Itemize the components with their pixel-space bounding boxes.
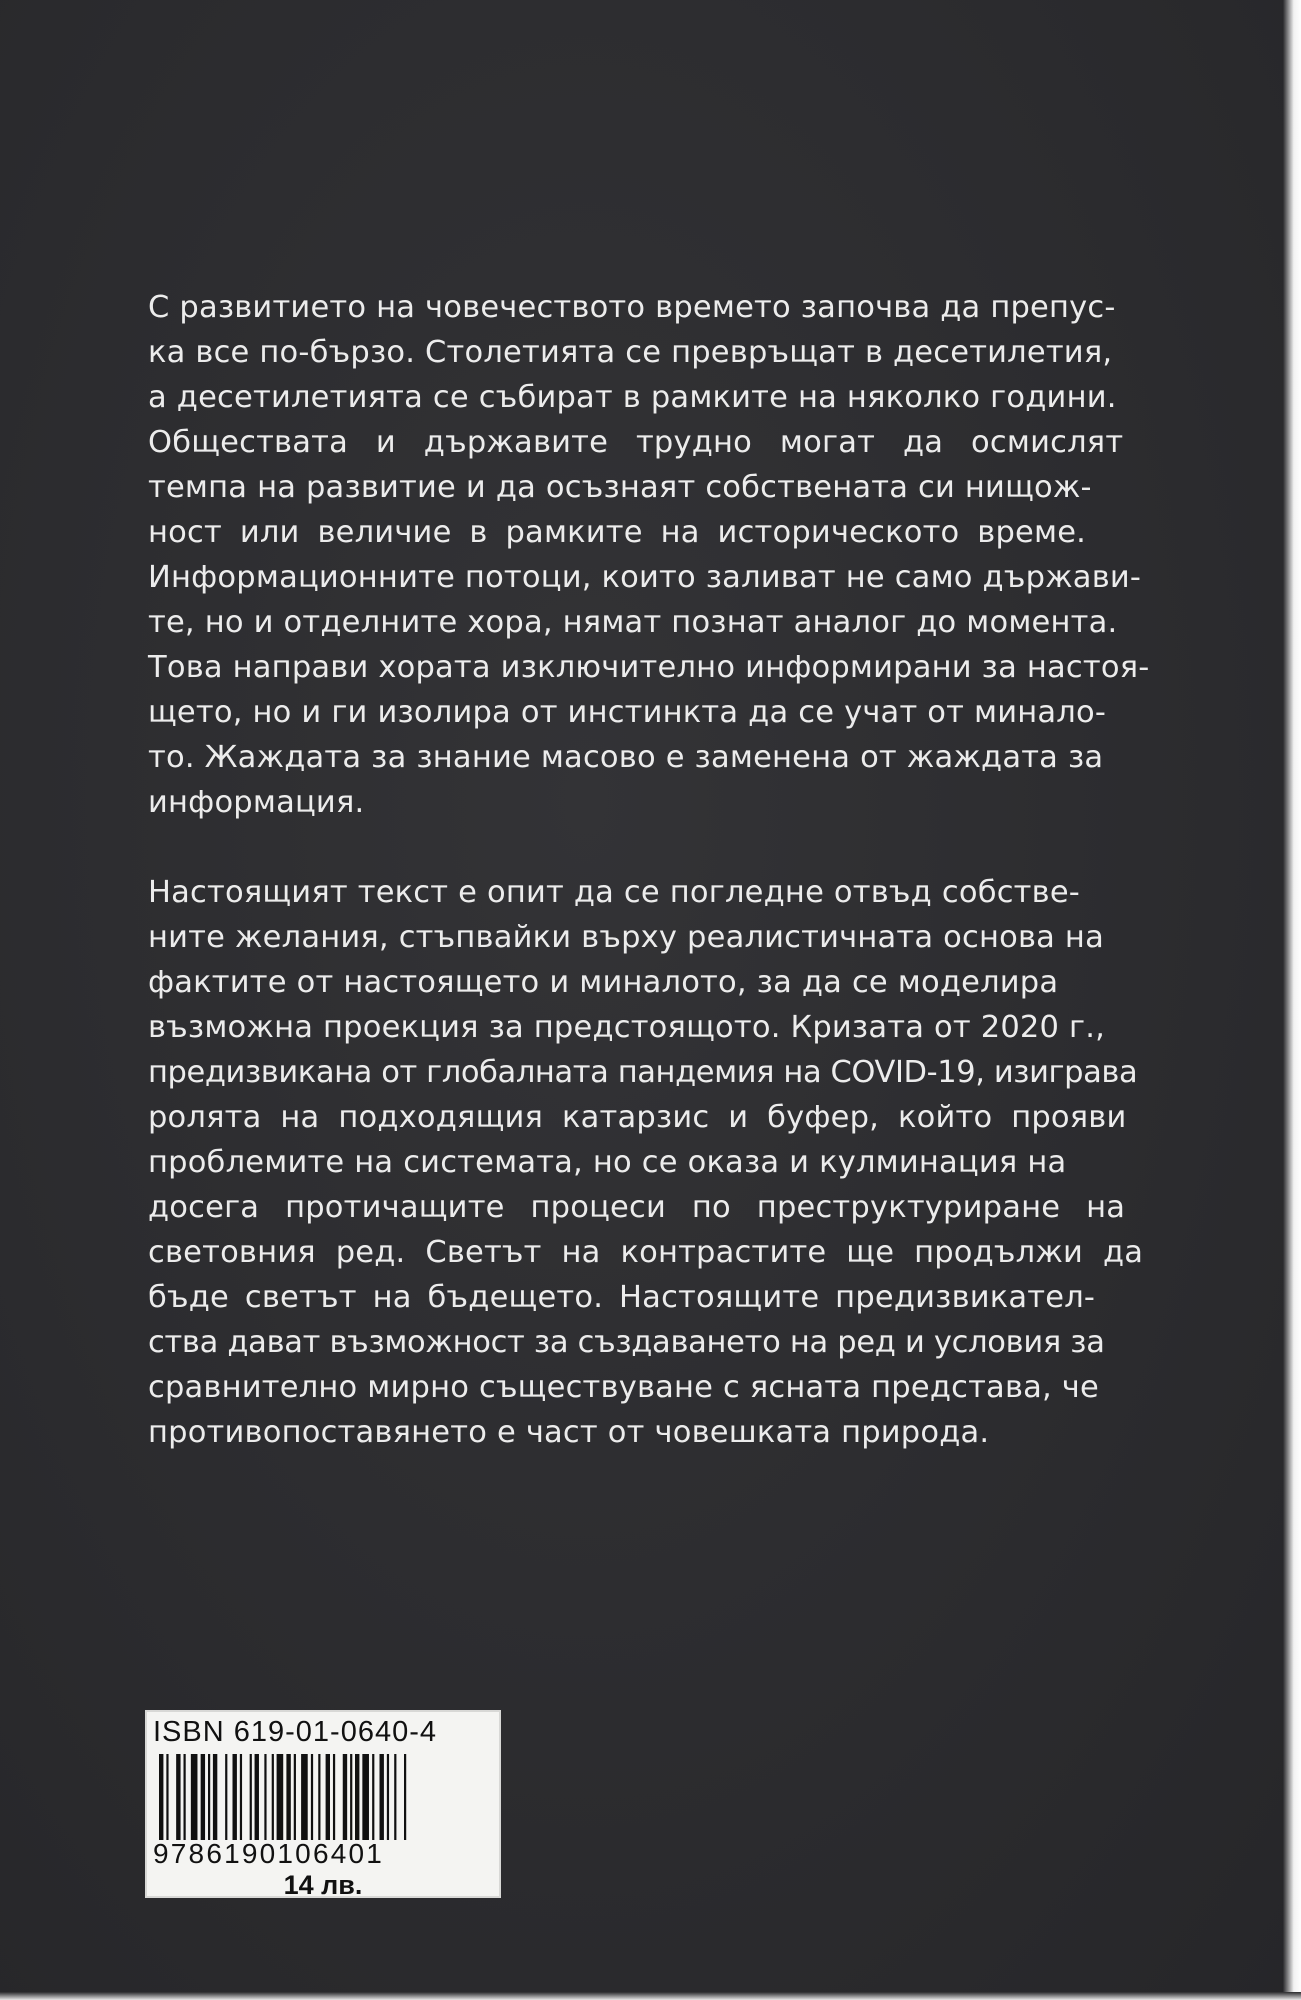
text-line: информация. (148, 785, 365, 820)
page-edge-right (1283, 0, 1301, 2000)
barcode-bar (355, 1754, 359, 1840)
text-line: ните желания, стъпвайки върху реалистичната основа на (148, 920, 1104, 955)
barcode-bar (233, 1754, 237, 1840)
text-line: предизвикана от глобалната пандемия на COVID-19, изиграва (148, 1055, 1138, 1090)
barcode-bar (326, 1754, 330, 1840)
text-line: фактите от настоящето и миналото, за да се моделира (148, 965, 1059, 1000)
text-line: противопоставянето е част от човешката природа. (148, 1415, 990, 1450)
barcode-bar (372, 1754, 374, 1840)
barcode-bar (264, 1754, 266, 1840)
text-line: проблемите на системата, но се оказа и кулминация на (148, 1145, 1067, 1180)
barcode-bar (286, 1754, 290, 1840)
barcode-bar (318, 1754, 320, 1840)
barcode-bar (362, 1754, 369, 1840)
text-line: Това направи хората изключително информирани за настоя- (148, 650, 1150, 685)
text-line: възможна проекция за предстоящото. Кризата от 2020 г., (148, 1010, 1106, 1045)
barcode-sticker (145, 1710, 501, 1898)
text-line: ка все по-бързо. Столетията се превръщат в десетилетия, (148, 335, 1113, 370)
barcode-bar (394, 1754, 396, 1840)
barcode-bar (333, 1754, 335, 1840)
text-line: С развитието на човечеството времето започва да препус- (148, 290, 1116, 325)
blurb-paragraph-2 (148, 870, 1178, 1455)
text-line: Настоящият текст е опит да се погледне отвъд собстве- (148, 875, 1080, 910)
barcode-bar (191, 1754, 198, 1840)
text-line: те, но и отделните хора, нямат познат аналог до момента. (148, 605, 1118, 640)
barcode-icon (155, 1754, 491, 1840)
barcode-bar (250, 1754, 252, 1840)
barcode-bar (159, 1754, 163, 1840)
barcode-bar (301, 1754, 308, 1840)
barcode-bar (272, 1754, 274, 1840)
barcode-bar (380, 1754, 384, 1840)
barcode-bar (255, 1754, 259, 1840)
barcode-bar (208, 1754, 210, 1840)
text-line: щето, но и ги изолира от инстинкта да се учат от минало- (148, 695, 1107, 730)
text-line: досега протичащите процеси по преструктуриране на (148, 1190, 1126, 1225)
text-line: ролята на подходящия катарзис и буфер, който прояви (148, 1100, 1127, 1135)
price-text: 14 лв. (283, 1870, 363, 1900)
text-line: Обществата и държавите трудно могат да осмислят (148, 425, 1124, 460)
barcode-bar (184, 1754, 186, 1840)
barcode-bar (201, 1754, 205, 1840)
text-line: темпа на развитие и да осъзнаят собствената си нищож- (148, 470, 1092, 505)
text-line: а десетилетията се събират в рамките на няколко години. (148, 380, 1117, 415)
barcode-bar (294, 1754, 296, 1840)
isbn-text: ISBN 619-01-0640-4 (153, 1716, 437, 1748)
blurb-paragraph-1 (148, 285, 1178, 825)
blurb-text (148, 285, 1178, 1455)
barcode-bar (166, 1754, 168, 1840)
barcode-bar (404, 1754, 406, 1840)
barcode-bar (387, 1754, 389, 1840)
page-edge-bottom (0, 1992, 1301, 2000)
barcode-bar (277, 1754, 284, 1840)
barcode-bar (225, 1754, 227, 1840)
barcode-bar (311, 1754, 313, 1840)
text-line: бъде светът на бъдещето. Настоящите предизвикател- (148, 1280, 1096, 1315)
ean-number: 9786190106401 (153, 1838, 385, 1869)
barcode-bar (343, 1754, 347, 1840)
text-line: ства дават възможност за създаването на ред и условия за (148, 1325, 1105, 1360)
text-line: световния ред. Светът на контрастите ще продължи да (148, 1235, 1144, 1270)
text-line: Информационните потоци, които заливат не само държави- (148, 560, 1142, 595)
text-line: сравнително мирно съществуване с ясната представа, че (148, 1370, 1099, 1405)
barcode-bar (213, 1754, 217, 1840)
barcode-bar (350, 1754, 352, 1840)
text-line: то. Жаждата за знание масово е заменена от жаждата за (148, 740, 1104, 775)
text-line: ност или величие в рамките на историческото време. (148, 515, 1087, 550)
barcode-bar (240, 1754, 242, 1840)
barcode-bar (176, 1754, 180, 1840)
